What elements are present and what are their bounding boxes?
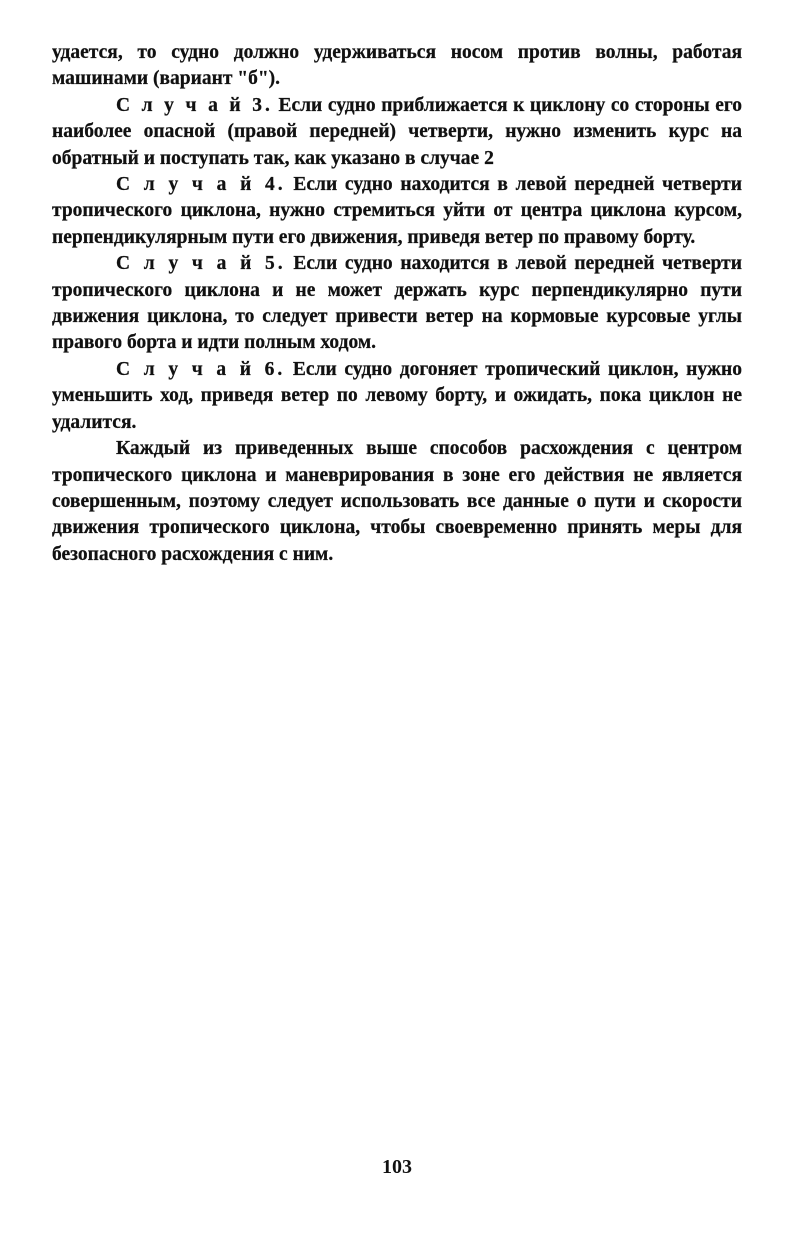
case-label: С л у ч а й 4. xyxy=(116,174,286,196)
paragraph-case-4 xyxy=(52,172,742,251)
page-body xyxy=(52,40,742,568)
paragraph-text: Если судно приближается к циклону со стороны его наиболее опасной (правой передней) четверти, нужно изменить курс на обратный и поступать так, как указано в случае 2 xyxy=(52,94,742,169)
paragraph-text: Каждый из приведенных выше способов расхождения с центром тропического циклона и маневрирования в зоне его действия не является совершенным, поэтому следует использовать все данные о пути и скорости движения тропического циклона, чтобы своевременно принять меры для безопасного расхождения с ним. xyxy=(52,438,742,565)
case-label: С л у ч а й 6. xyxy=(116,358,286,380)
page-number: 103 xyxy=(382,1156,412,1178)
paragraph-continuation xyxy=(52,40,742,93)
paragraph-text: Если судно находится в левой передней четверти тропического циклона и не может держать курс перпендикулярно пути движения циклона, то следует привести ветер на кормовые курсовые углы правого борта и идти полным ходом. xyxy=(52,253,742,354)
case-label: С л у ч а й 5. xyxy=(116,253,286,275)
case-label: С л у ч а й 3. xyxy=(116,94,273,116)
paragraph-text: Если судно находится в левой передней четверти тропического циклона, нужно стремиться уйти от центра циклона курсом, перпендикулярным пути его движения, приведя ветер по правому борту. xyxy=(52,174,742,248)
paragraph-case-6 xyxy=(52,357,742,436)
paragraph-conclusion xyxy=(52,436,742,568)
paragraph-text: удается, то судно должно удерживаться носом против волны, работая машинами (вариант "б"). xyxy=(52,42,742,90)
paragraph-case-5 xyxy=(52,251,742,357)
paragraph-text: Если судно догоняет тропический циклон, нужно уменьшить ход, приведя ветер по левому борту, и ожидать, пока циклон не удалится. xyxy=(52,358,742,433)
paragraph-case-3 xyxy=(52,93,742,172)
